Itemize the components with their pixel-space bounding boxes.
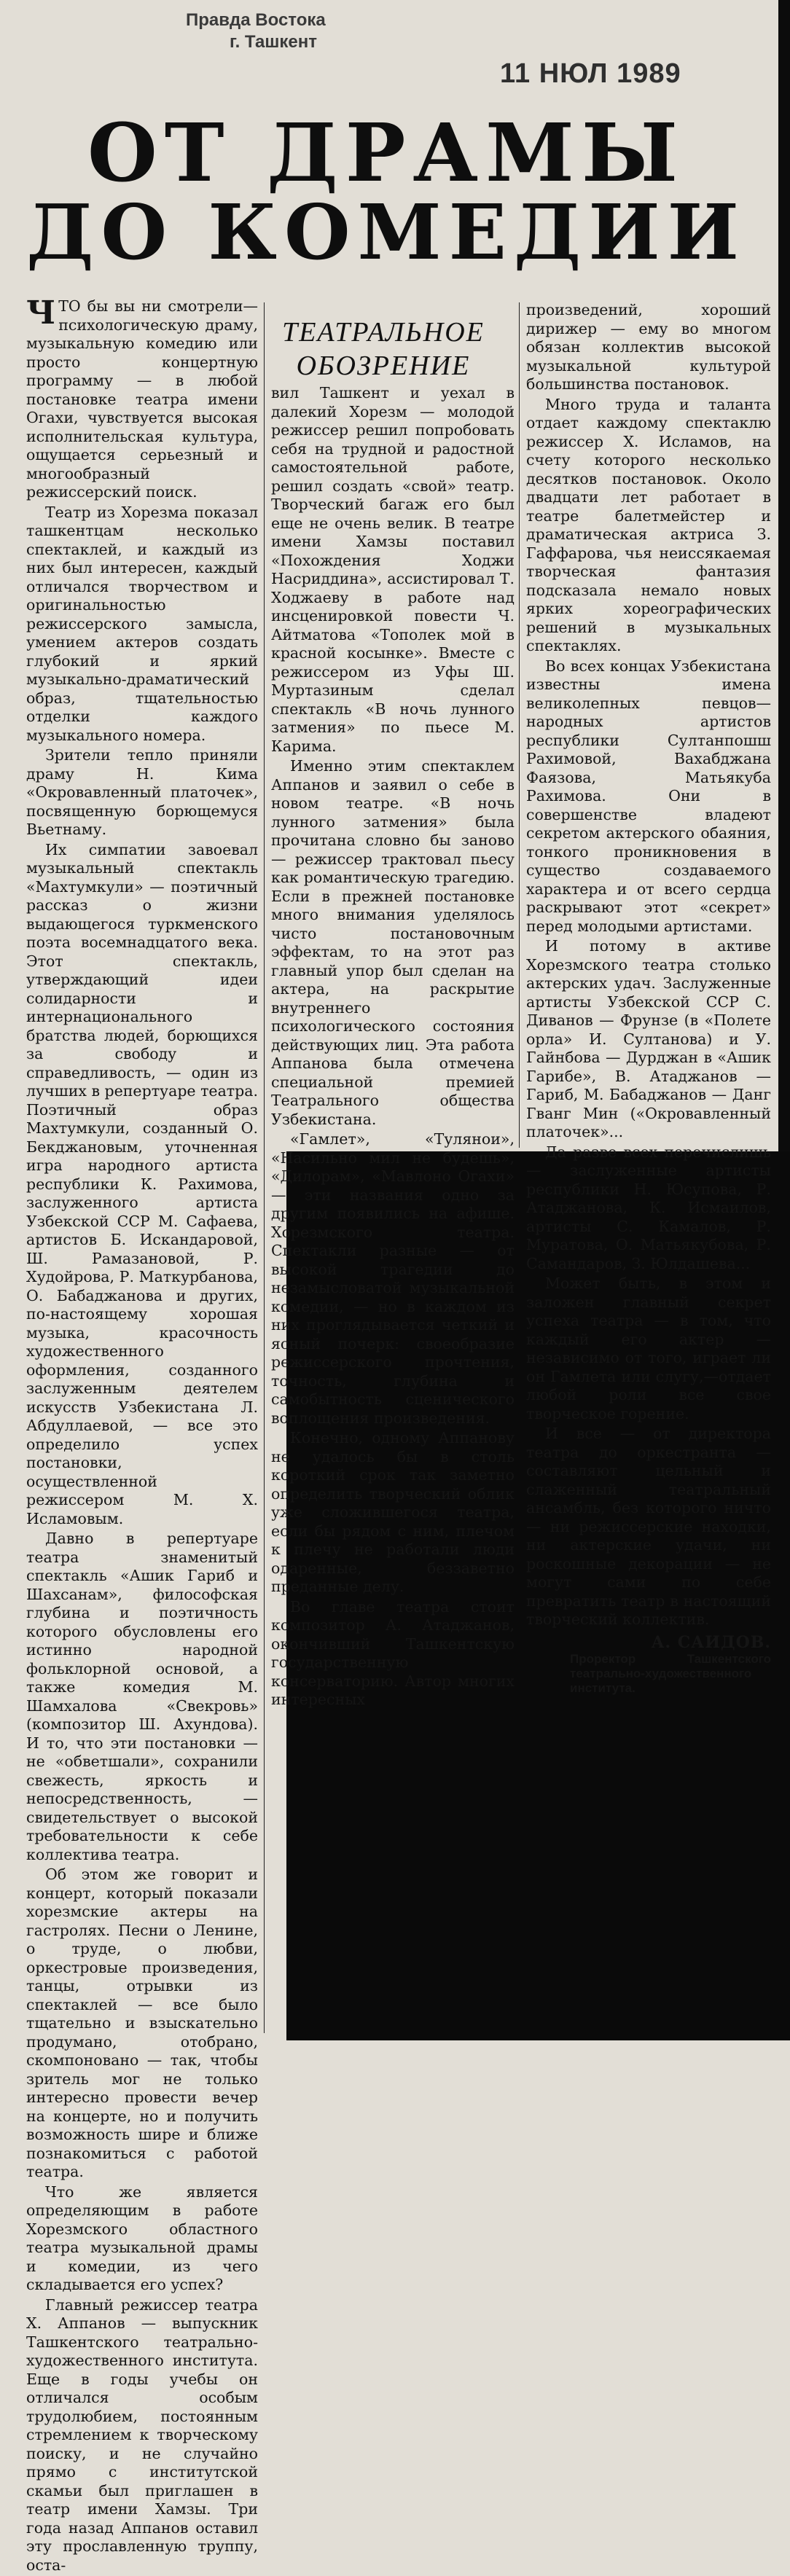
source-newspaper: Правда Востока <box>186 10 326 30</box>
date-stamp: 11 НЮЛ 1989 <box>500 58 681 89</box>
article-column-1 <box>26 294 258 2576</box>
paragraph: Что же является определяющим в работе Хорезмского областного театра музыкальной драмы и комедии, из чего складывается его успех? <box>26 2182 258 2293</box>
paragraph: Много труда и таланта отдает каждому спектаклю режиссер Х. Исламов, на счету которого несколько десятков постановок. Около двадцати лет работает в театре балетмейстер и драматическая актриса З. Гаффарова, чья неиссякаемая творческая фантазия подсказала немало новых ярких хореографических решений в музыкальных спектаклях. <box>526 395 771 654</box>
paragraph: Главный режиссер театра Х. Аппанов — выпускник Ташкентского театрально-художественного института. Еще в годы учебы он отличался особым трудолюбием, постоянным стремлением к творческому поиску, и не случайно прямо с институтской скамьи был приглашен в театр имени Хамзы. Три года назад Аппанов оставил эту прославленную труппу, оста- <box>26 2295 258 2574</box>
rubric-line-1: ТЕАТРАЛЬНОЕ <box>282 317 485 348</box>
paragraph: Об этом же говорит и концерт, который показали хорезмские актеры на гастролях. Песни о Ленине, о труде, о любви, оркестровые произведения, танцы, отрывки из спектаклей — все было тщательно и взыскательно продумано, отобрано, скомпоновано — так, чтобы зритель мог не только интересно провести вечер на концерте, но и получить возможность шире и ближе познакомиться с работой театра. <box>26 1866 258 2180</box>
paragraph: Конечно, одному Аппанову не удалось бы в столь короткий срок так заметно определить творческий облик уже сложившегося театра, если бы рядом с ним, плечом к плечу не работали люди одаренные, беззаветно преданные делу. <box>271 1429 515 1595</box>
paragraph: Именно этим спектаклем Аппанов и заявил о себе в новом театре. «В ночь лунного затмения» была прочитана словно бы заново — режиссер трактовал пьесу как романтическую трагедию. Если в прежней постановке много внимания уделялось чисто постановочным эффектам, то на этот раз главный упор был сделан на актера, на раскрытие внутреннего психологического состояния действующих лиц. Эта работа Аппанова была отмечена специальной премией Театрального общества Узбекистана. <box>271 757 515 1128</box>
paragraph: Может быть, в этом и заложен главный секрет успеха театра — в том, что каждый его актер — независимо от того, играет ли он Гамлета или слугу,—отдает любой роли все свое творческое горение. <box>526 1275 771 1422</box>
rubric-heading <box>259 316 507 383</box>
column-rule-1 <box>264 302 265 2033</box>
author-signature: А. САИДОВ. <box>651 1632 771 1652</box>
paragraph: Да разве всех перечислишь — заслуженные артисты республики Н. Юсупова, Р. Атаджанова, К. Исмаилов, артисты С. Камалов, Р. Муратова, О. Матьякубова, Р. Самандаров, З. Юлдашева... <box>526 1143 771 1272</box>
paragraph: Зрители тепло приняли драму Н. Кима «Окровавленный платочек», посвященную борющемуся Вьетнаму. <box>26 746 258 838</box>
scan-border-right <box>778 0 790 1151</box>
article-column-2 <box>271 384 515 1711</box>
source-city: г. Ташкент <box>230 32 317 52</box>
author-title: Проректор Ташкентского театрально-художественного института. <box>570 1652 771 1695</box>
headline-line-1: ОТ ДРАМЫ <box>87 106 686 200</box>
paragraph: Во главе театра стоит композитор А. Атаджанов, окончивший Ташкентскую государственную консерваторию. Автор многих интересных <box>271 1597 515 1708</box>
paragraph: вил Ташкент и уехал в далекий Хорезм — молодой режиссер решил попробовать себя на трудной и радостной самостоятельной работе, решил создать «свой» театр. Творческий багаж его был еще не очень велик. В театре имени Хамзы поставил «Похождения Ходжи Насриддина», ассистировал Т. Ходжаеву в работе над инсценировкой повести Ч. Айтматова «Тополек мой в красной косынке». Вместе с режиссером из Уфы Ш. Муртазиным сделал спектакль «В ночь лунного затмения» по пьесе М. Карима. <box>271 384 515 755</box>
paragraph <box>26 294 258 502</box>
paragraph: Во всех концах Узбекистана известны имена великолепных певцов—народных артистов республики Султанпошш Рахимовой, Вахабджана Фаязова, Матьякуба Рахимова. Они в совершенстве владеют секретом актерского обаяния, тонкого проникновения в существо создаваемого характера и от всего сердца раскрывают этот «секрет» перед молодыми артистами. <box>526 657 771 935</box>
article-column-3 <box>526 301 771 1696</box>
paragraph: «Гамлет», «Тулянои», «Насильно мил не будешь», «Дилорам», «Мавлоно Огахи» — эти названия одно за другим появились на афише. Хорезмского театра. Спектакли разные — от высокой трагедии до незамысловатой музыкальной комедии, — но в каждом из них проглядывается четкий и ясный почерк: своеобразие режиссерского прочтения, точность, глубина и самобытность сценического воплощения произведения. <box>271 1130 515 1427</box>
paragraph: И потому в активе Хорезмского театра столько актерских удач. Заслуженные артисты Узбекской ССР С. Диванов — Фрунзе (в «Полете орла» И. Султанова) и У. Гайнбова — Дурджан в «Ашик Гарибе», В. Атаджанов — Гариб, М. Бабаджанов — Данг Гванг Мин («Окровавленный платочек»... <box>526 937 771 1140</box>
paragraph: произведений, хороший дирижер — ему во многом обязан коллектив высокой музыкальной культурой большинства постановок. <box>526 301 771 393</box>
paragraph: Давно в репертуаре театра знаменитый спектакль «Ашик Гариб и Шахсанам», философская глубина и поэтичность которого обусловлены его истинно народной фольклорной основой, а также комедия М. Шамхалова «Свекровь» (композитор Ш. Ахундова). И то, что эти постановки — не «обветшали», сохранили свежесть, яркость и непосредственность, — свидетельствует о высокой требовательности к себе коллектива театра. <box>26 1530 258 1863</box>
source-stamp <box>186 10 326 52</box>
paragraph: Их симпатии завоевал музыкальный спектакль «Махтумкули» — поэтичный рассказ о жизни выдающегося туркменского поэта восемнадцатого века. Этот спектакль, утверждающий идеи солидарности и интернационального братства людей, борющихся за свободу и справедливость, — один из лучших в репертуаре театра. Поэтичный образ Махтумкули, созданный О. Бекджановым, уточненная игра народного артиста республики К. Рахимова, заслуженного артиста Узбекской ССР М. Сафаева, артистов Б. Искандаровой, Ш. Рамазановой, Р. Худойрова, Р. Маткурбанова, О. Бабаджанова и других, по-настоящему хорошая музыка, красочность художественного оформления, созданного заслуженным деятелем искусств Узбекистана Л. Абдуллаевой, — все это определило успех постановки, осуществленной режиссером М. Х. Исламовым. <box>26 840 258 1527</box>
paragraph: И все — от директора театра до оркестранта — составляют цельный и слаженный театральный ансамбль, без которого ничто — ни режиссерские находки, ни актерские удачи, ни роскошные декорации — не могут сами по себе превратить театр в настоящий творческий коллектив. <box>526 1425 771 1628</box>
paragraph: Театр из Хорезма показал ташкентцам несколько спектаклей, и каждый из них был интересен, каждый отличался творчеством и оригинальностью режиссерского замысла, умением актеров создать глубокий и яркий музыкально-драматический образ, тщательностью отделки каждого музыкального номера. <box>26 503 258 744</box>
column-rule-2 <box>519 302 520 1148</box>
rubric-line-2: ОБОЗРЕНИЕ <box>296 351 471 381</box>
headline-line-2: ДО КОМЕДИИ <box>26 187 746 277</box>
paragraph-text: ТО бы вы ни смотрели— психологическую драму, музыкальную комедию или просто концертную программу — в любой постановке театра имени Огахи, чувствуется высокая исполнительская культура, ощущается серьезный и многообразный режиссерский поиск. <box>26 297 258 501</box>
drop-cap: Ч <box>26 294 56 332</box>
